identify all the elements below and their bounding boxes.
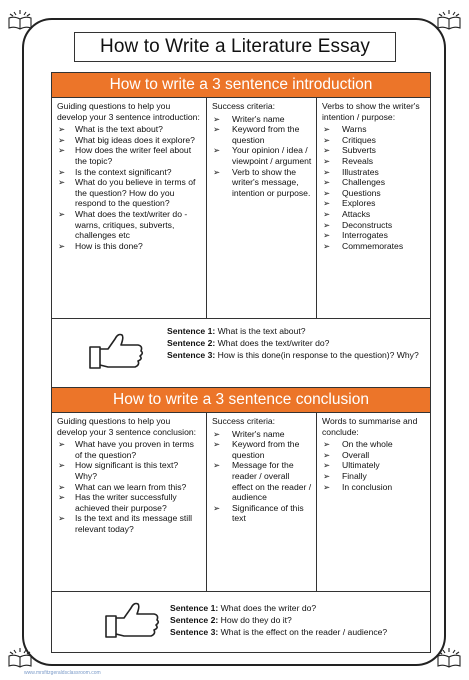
sentence-text: What does the writer do? <box>218 603 317 613</box>
arrow-bullet-icon: ➢ <box>213 428 221 439</box>
sentence-text: What does the text/writer do? <box>215 337 330 348</box>
arrow-bullet-icon: ➢ <box>323 155 331 166</box>
list-item-text: Has the writer successfully achieved their purpose? <box>75 492 177 513</box>
list-item <box>322 241 426 252</box>
list-item <box>322 177 426 188</box>
list-item <box>57 482 202 493</box>
arrow-bullet-icon: ➢ <box>58 166 66 177</box>
arrow-bullet-icon: ➢ <box>58 208 66 219</box>
arrow-bullet-icon: ➢ <box>58 240 66 251</box>
sentence-text: How do they do it? <box>218 614 292 625</box>
list-item <box>322 135 426 146</box>
intro-guiding-heading: Guiding questions to help you develop your 3 sentence introduction: <box>57 101 200 122</box>
list-item-text: Significance of this text <box>232 502 304 524</box>
sentence-text: How is this done(in response to the question)? Why? <box>215 349 419 360</box>
arrow-bullet-icon: ➢ <box>323 439 331 450</box>
list-item <box>57 124 202 135</box>
sentence-line <box>167 350 429 362</box>
list-item-text: How does the writer feel about the topic? <box>75 145 192 166</box>
list-item <box>322 167 426 178</box>
list-item-text: Illustrates <box>342 166 379 177</box>
thumbs-up-icon <box>88 331 146 376</box>
list-item <box>322 220 426 231</box>
list-item-text: How significant is this text? Why? <box>75 460 179 481</box>
intro-columns <box>52 98 430 319</box>
thumbs-up-icon <box>104 600 162 645</box>
list-item-text: Keyword from the question <box>232 439 300 460</box>
intro-verbs-list <box>322 124 426 251</box>
list-item <box>57 241 202 252</box>
arrow-bullet-icon: ➢ <box>213 124 221 135</box>
list-item-text: Interrogates <box>342 230 388 241</box>
list-item <box>322 156 426 167</box>
sentence-line <box>167 326 429 338</box>
list-item-text: Critiques <box>342 134 376 145</box>
arrow-bullet-icon: ➢ <box>213 460 221 471</box>
conclusion-columns <box>52 413 430 592</box>
list-item-text: On the whole <box>342 439 393 450</box>
sentence-label: Sentence 1: <box>167 326 216 336</box>
sentence-line <box>170 603 432 615</box>
arrow-bullet-icon: ➢ <box>323 166 331 177</box>
arrow-bullet-icon: ➢ <box>323 230 331 241</box>
page-title: How to Write a Literature Essay <box>100 36 370 57</box>
conclusion-success-heading: Success criteria: <box>212 416 276 426</box>
list-item <box>57 460 202 481</box>
list-item-text: Verb to show the writer's message, intention or purpose. <box>232 166 311 198</box>
list-item <box>57 135 202 146</box>
arrow-bullet-icon: ➢ <box>213 166 221 177</box>
list-item <box>57 513 202 534</box>
conclusion-success-column <box>206 413 316 591</box>
arrow-bullet-icon: ➢ <box>323 240 331 251</box>
list-item <box>322 124 426 135</box>
list-item-text: Commemorates <box>342 240 404 251</box>
arrow-bullet-icon: ➢ <box>58 460 66 471</box>
list-item-text: Writer's name <box>232 428 285 439</box>
list-item-text: Keyword from the question <box>232 124 300 145</box>
sentence-label: Sentence 2: <box>170 614 219 625</box>
intro-guiding-list <box>57 124 202 251</box>
conclusion-banner: How to write a 3 sentence conclusion <box>52 388 430 413</box>
conclusion-sentences <box>170 603 432 638</box>
arrow-bullet-icon: ➢ <box>323 460 331 471</box>
list-item-text: Overall <box>342 449 370 460</box>
list-item <box>57 209 202 241</box>
sentence-line <box>170 627 432 639</box>
list-item <box>212 460 312 502</box>
intro-verbs-heading: Verbs to show the writer's intention / purpose: <box>322 101 420 122</box>
list-item-text: What can we learn from this? <box>75 481 187 492</box>
list-item <box>322 198 426 209</box>
arrow-bullet-icon: ➢ <box>58 492 66 503</box>
intro-success-column <box>206 98 316 318</box>
list-item <box>322 460 426 471</box>
sentence-text: What is the text about? <box>215 326 306 336</box>
arrow-bullet-icon: ➢ <box>58 439 66 450</box>
arrow-bullet-icon: ➢ <box>213 113 221 124</box>
list-item-text: Is the text and its message still relevant today? <box>75 513 193 534</box>
list-item-text: What do you believe in terms of the question? How do you respond to the question? <box>75 177 196 209</box>
list-item <box>212 429 312 440</box>
arrow-bullet-icon: ➢ <box>58 145 66 156</box>
list-item <box>322 209 426 220</box>
arrow-bullet-icon: ➢ <box>323 208 331 219</box>
list-item <box>212 439 312 460</box>
list-item-text: Questions <box>342 187 381 198</box>
list-item <box>322 450 426 461</box>
intro-verbs-column <box>316 98 430 318</box>
arrow-bullet-icon: ➢ <box>58 124 66 135</box>
list-item <box>57 145 202 166</box>
sentence-text: What is the effect on the reader / audience? <box>218 626 388 637</box>
arrow-bullet-icon: ➢ <box>323 219 331 230</box>
list-item-text: Explores <box>342 198 376 209</box>
list-item-text: Reveals <box>342 155 374 166</box>
arrow-bullet-icon: ➢ <box>323 177 331 188</box>
intro-sentences-block <box>52 319 430 388</box>
footer-url: www.mrsfitzgeraldsclassroom.com <box>24 670 101 676</box>
list-item-text: Finally <box>342 470 367 481</box>
list-item <box>322 145 426 156</box>
arrow-bullet-icon: ➢ <box>58 177 66 188</box>
list-item <box>212 114 312 125</box>
intro-guiding-column <box>52 98 206 318</box>
list-item-text: Warns <box>342 124 367 135</box>
list-item <box>322 230 426 241</box>
list-item-text: Deconstructs <box>342 219 393 230</box>
list-item-text: Writer's name <box>232 113 285 124</box>
list-item-text: Ultimately <box>342 460 380 471</box>
list-item-text: Attacks <box>342 208 371 219</box>
arrow-bullet-icon: ➢ <box>58 134 66 145</box>
list-item-text: What big ideas does it explore? <box>75 134 195 145</box>
arrow-bullet-icon: ➢ <box>213 502 221 513</box>
list-item <box>57 167 202 178</box>
list-item <box>212 145 312 166</box>
list-item-text: Message for the reader / overall effect on the reader / audience <box>232 460 312 503</box>
list-item <box>57 177 202 209</box>
sentence-label: Sentence 3: <box>170 626 219 637</box>
arrow-bullet-icon: ➢ <box>323 449 331 460</box>
arrow-bullet-icon: ➢ <box>323 187 331 198</box>
worksheet <box>51 72 431 653</box>
intro-sentences <box>167 326 429 361</box>
arrow-bullet-icon: ➢ <box>323 198 331 209</box>
list-item <box>212 167 312 199</box>
list-item <box>322 482 426 493</box>
list-item-text: In conclusion <box>342 481 393 492</box>
sentence-label: Sentence 2: <box>167 337 216 348</box>
list-item <box>322 471 426 482</box>
arrow-bullet-icon: ➢ <box>58 481 66 492</box>
sentence-line <box>167 338 429 350</box>
intro-banner: How to write a 3 sentence introduction <box>52 73 430 98</box>
arrow-bullet-icon: ➢ <box>323 145 331 156</box>
list-item <box>322 439 426 450</box>
list-item <box>322 188 426 199</box>
list-item-text: What does the text/writer do - warns, critiques, subverts, challenges etc <box>75 208 188 241</box>
list-item <box>57 439 202 460</box>
conclusion-guiding-heading: Guiding questions to help you develop your 3 sentence conclusion: <box>57 416 197 437</box>
conclusion-words-list <box>322 439 426 492</box>
list-item <box>57 492 202 513</box>
conclusion-guiding-column <box>52 413 206 591</box>
arrow-bullet-icon: ➢ <box>213 145 221 156</box>
conclusion-guiding-list <box>57 439 202 534</box>
list-item <box>212 503 312 524</box>
arrow-bullet-icon: ➢ <box>323 481 331 492</box>
list-item-text: What is the text about? <box>75 124 163 135</box>
conclusion-words-heading: Words to summarise and conclude: <box>322 416 418 437</box>
sentence-line <box>170 615 432 627</box>
list-item-text: Is the context significant? <box>75 166 172 177</box>
title-box <box>74 32 396 62</box>
sentence-label: Sentence 3: <box>167 349 216 360</box>
intro-success-heading: Success criteria: <box>212 101 276 111</box>
conclusion-success-list <box>212 429 312 524</box>
arrow-bullet-icon: ➢ <box>323 124 331 135</box>
intro-success-list <box>212 114 312 199</box>
sentence-label: Sentence 1: <box>170 603 219 613</box>
arrow-bullet-icon: ➢ <box>213 439 221 450</box>
list-item-text: Your opinion / idea / viewpoint / argument <box>232 145 312 166</box>
conclusion-words-column <box>316 413 430 591</box>
arrow-bullet-icon: ➢ <box>323 470 331 481</box>
list-item-text: Subverts <box>342 145 376 156</box>
arrow-bullet-icon: ➢ <box>323 134 331 145</box>
arrow-bullet-icon: ➢ <box>58 513 66 524</box>
list-item-text: Challenges <box>342 177 385 188</box>
list-item <box>212 124 312 145</box>
conclusion-sentences-block <box>52 592 430 652</box>
list-item-text: How is this done? <box>75 240 143 251</box>
list-item-text: What have you proven in terms of the question? <box>75 439 194 460</box>
